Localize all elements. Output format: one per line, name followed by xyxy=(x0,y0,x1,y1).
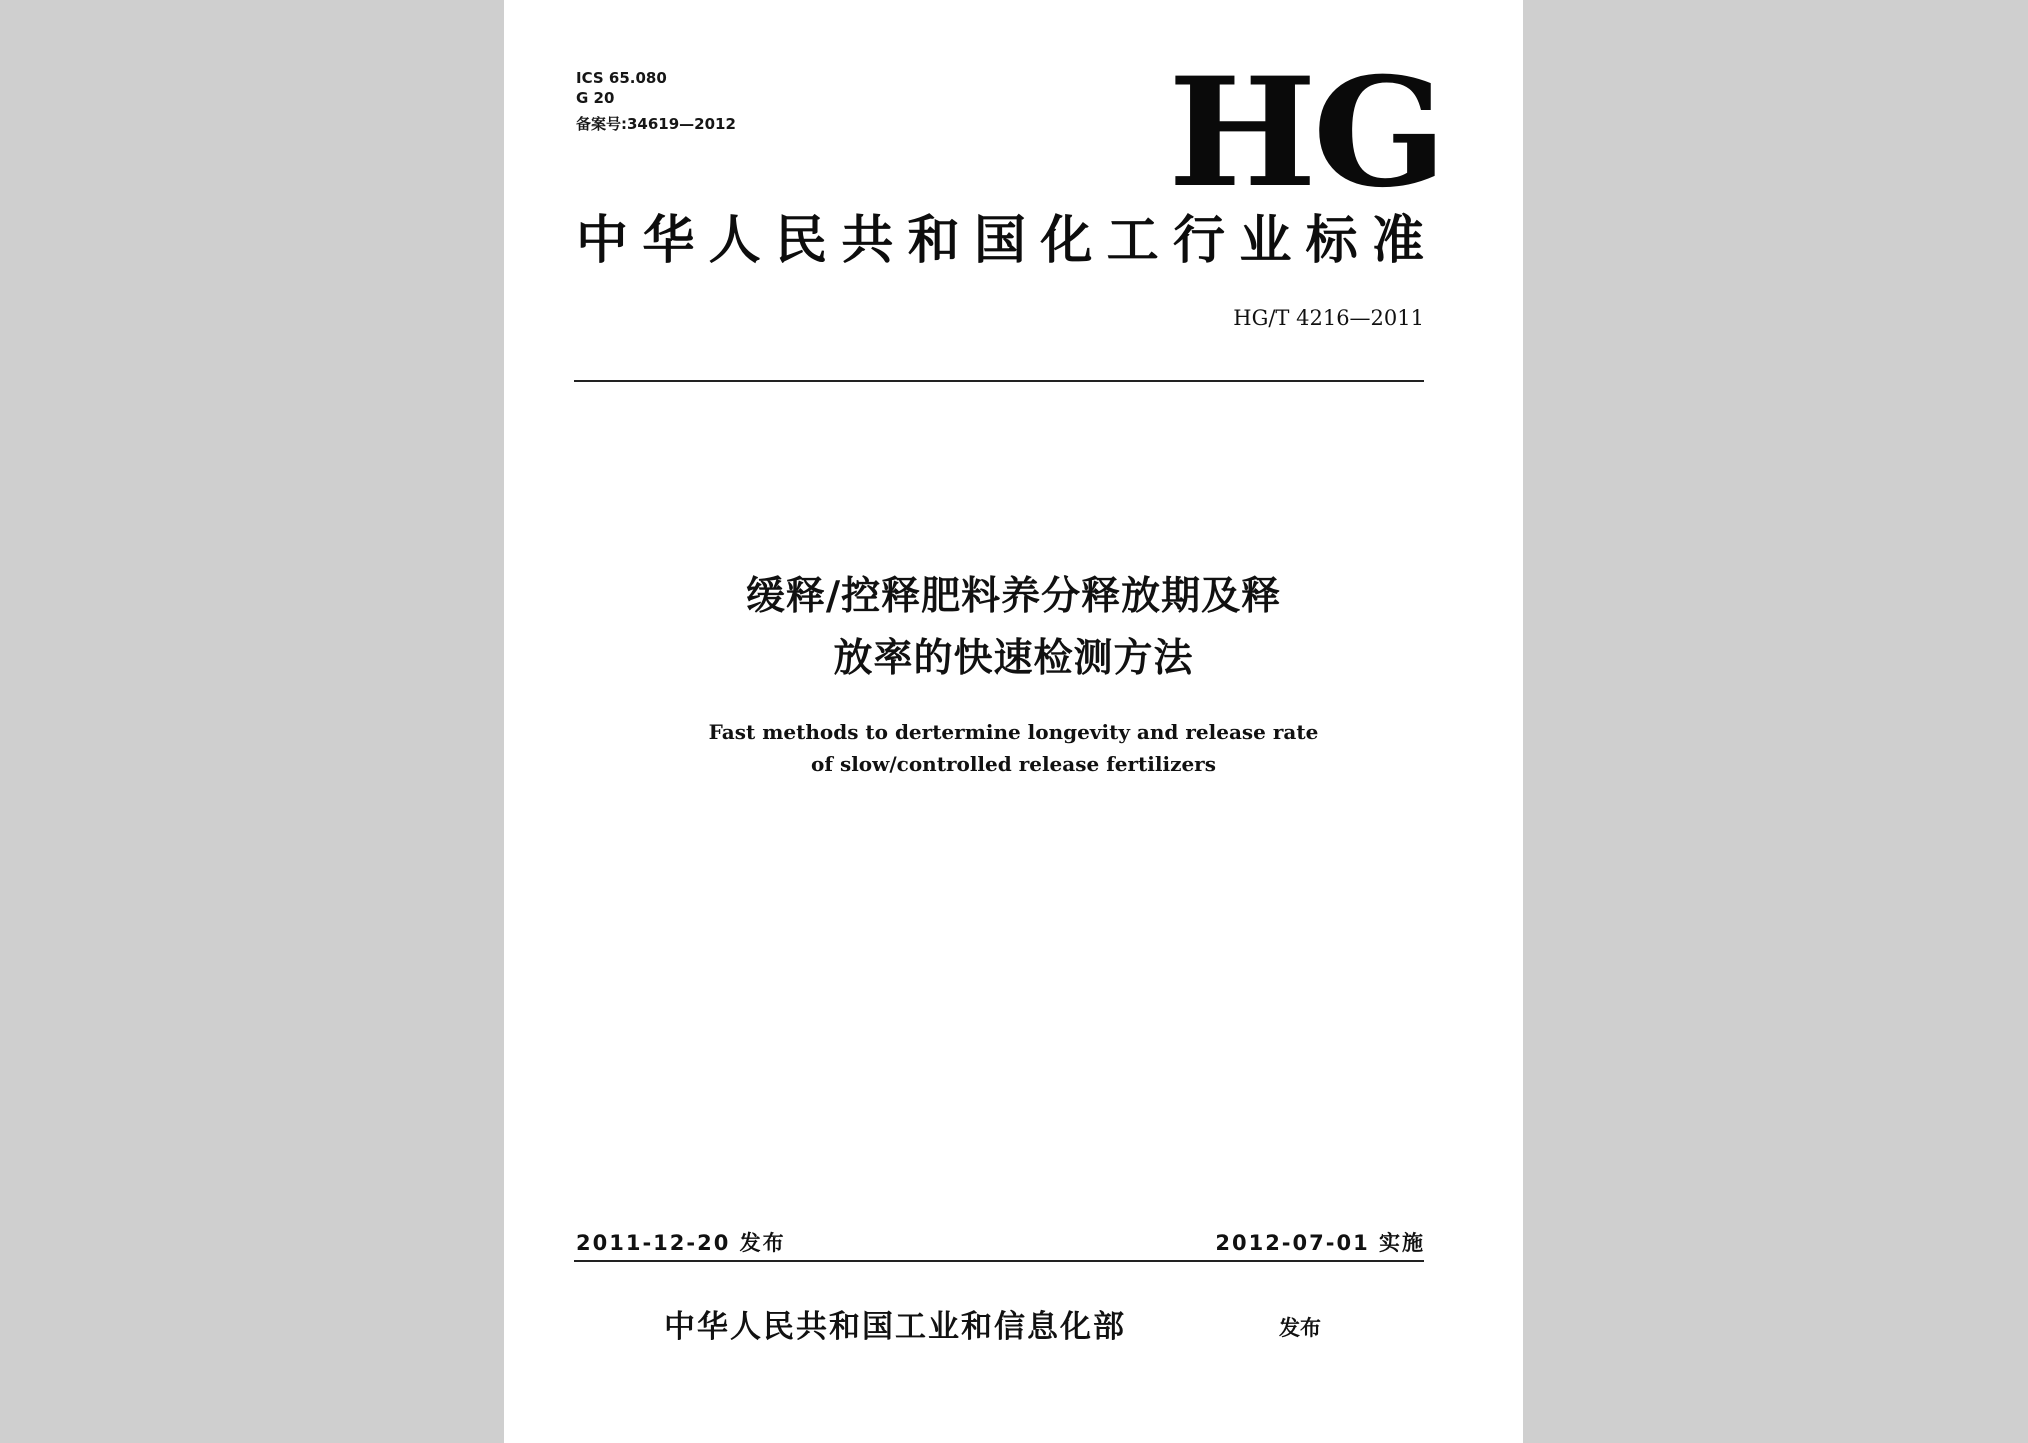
filing-number: 备案号:34619—2012 xyxy=(576,115,736,133)
english-title-line-1: Fast methods to dertermine longevity and release rate xyxy=(708,720,1319,744)
ccs-code: G 20 xyxy=(576,89,615,107)
chinese-title-line-1: 缓释/控释肥料养分释放期及释 xyxy=(745,574,1282,619)
ics-code: ICS 65.080 xyxy=(576,69,667,87)
english-title-line-2: of slow/controlled release fertilizers xyxy=(811,752,1216,776)
publisher-suffix: 发布 xyxy=(1279,1316,1321,1340)
publisher-name: 中华人民共和国工业和信息化部 xyxy=(664,1309,1126,1345)
publish-date: 2011-12-20 发布 xyxy=(576,1231,786,1255)
standard-category-title: 中华人民共和国化工行业标准 xyxy=(576,211,1424,271)
standard-number: HG/T 4216—2011 xyxy=(1233,306,1424,330)
english-title xyxy=(504,716,1523,780)
footer-divider xyxy=(574,1260,1424,1262)
effective-date: 2012-07-01 实施 xyxy=(1215,1231,1425,1255)
chinese-title xyxy=(504,566,1523,690)
hg-logo: HG xyxy=(1168,45,1443,221)
document-page xyxy=(504,0,1523,1443)
header-divider xyxy=(574,380,1424,382)
chinese-title-line-2: 放率的快速检测方法 xyxy=(833,636,1194,681)
